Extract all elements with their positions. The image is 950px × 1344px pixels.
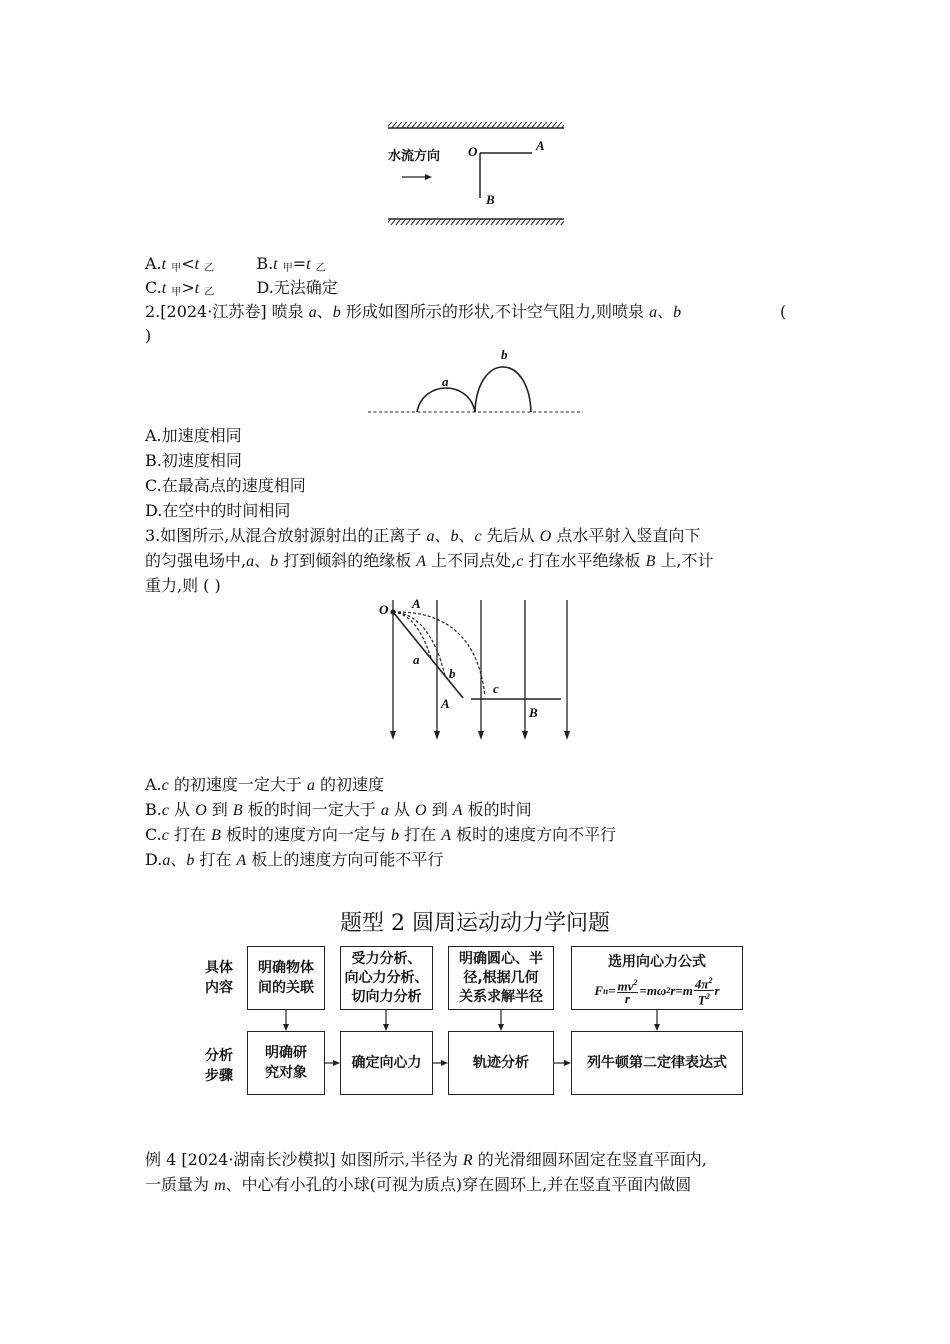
flow-row2-label: 分析 步骤 (205, 1048, 233, 1084)
example4-line1: 例 4 [2024·湖南长沙模拟] 如图所示,半径为 R 的光滑细圆环固定在竖直平面内, (145, 1150, 707, 1169)
plate-a-top-label: A (412, 596, 421, 611)
centripetal-force-formula: F n = $\frac{mv^2}{r}$ =mω 2 r=m $4\pi^2$ $T^2$ r (594, 976, 720, 1008)
q2-paren-close: ) (145, 326, 152, 345)
trajectory-b-label: b (449, 666, 456, 681)
fountain-b-label: b (501, 347, 508, 362)
q3-option-d: D.a、b 打在 A 板上的速度方向可能不平行 (145, 850, 444, 869)
point-o-label: O (379, 602, 389, 617)
flow-top-box-2: 受力分析、 向心力分析、 切向力分析 (340, 946, 433, 1010)
point-b-label: B (486, 192, 495, 207)
flow-bottom-box-1: 明确研 究对象 (247, 1031, 325, 1095)
q1-option-a: A.t $_甲$<t $_乙$ (145, 254, 215, 274)
q2-option-b: B.初速度相同 (145, 451, 242, 470)
point-a-label: A (536, 138, 545, 153)
q2-paren-open: ( (780, 302, 787, 321)
example4-line2: 一质量为 m、中心有小孔的小球(可视为质点)穿在圆环上,并在竖直平面内做圆 (145, 1175, 692, 1194)
point-o-label: O (468, 144, 478, 159)
flow-bottom-box-3: 轨迹分析 (448, 1031, 554, 1095)
fountain-a-label: a (442, 374, 449, 389)
q1-option-c: C.t $_甲$>t $_乙$ (145, 278, 215, 298)
flow-top-box-1: 明确物体 间的关联 (247, 946, 325, 1010)
q3-stem-line3: 重力,则 ( ) (145, 576, 221, 595)
plate-a-label: A (441, 696, 450, 711)
q3-option-a: A.c 的初速度一定大于 a 的初速度 (145, 775, 385, 794)
q1-option-b: B.t $_甲$=t $_乙$ (256, 254, 326, 274)
q2-option-d: D.在空中的时间相同 (145, 501, 291, 520)
trajectory-c-label: c (493, 681, 499, 696)
q3-stem-line2: 的匀强电场中,a、b 打到倾斜的绝缘板 A 上不同点处,c 打在水平绝缘板 B 上,不计 (145, 551, 714, 570)
flow-top-box-4: 选用向心力公式 F n = $\frac{mv^2}{r}$ =mω 2 r=m $4\pi^2$ $T^2$ r (571, 946, 743, 1010)
flow-bottom-box-2: 确定向心力 (340, 1031, 433, 1095)
q1-option-d: D.无法确定 (256, 278, 338, 297)
section-title: 题型 2 圆周运动动力学问题 (340, 911, 610, 936)
plate-b-label: B (529, 705, 538, 720)
q2-stem: 2.[2024·江苏卷] 喷泉 a、b 形成如图所示的形状,不计空气阻力,则喷泉 a、b (145, 302, 682, 321)
q3-stem-line1: 3.如图所示,从混合放射源射出的正离子 a、b、c 先后从 O 点水平射入竖直向下 (145, 526, 701, 545)
flow-top-box-3: 明确圆心、半 径,根据几何 关系求解半径 (448, 946, 554, 1010)
q2-option-c: C.在最高点的速度相同 (145, 476, 306, 495)
q3-option-b: B.c 从 O 到 B 板的时间一定大于 a 从 O 到 A 板的时间 (145, 800, 532, 819)
q2-option-a: A.加速度相同 (145, 426, 242, 445)
flow-direction-label: 水流方向 (388, 149, 441, 164)
trajectory-a-label: a (413, 652, 420, 667)
flow-bottom-box-4: 列牛顿第二定律表达式 (571, 1031, 743, 1095)
flow-row1-label: 具体 内容 (205, 960, 233, 996)
q3-option-c: C.c 打在 B 板时的速度方向一定与 b 打在 A 板时的速度方向不平行 (145, 825, 617, 844)
